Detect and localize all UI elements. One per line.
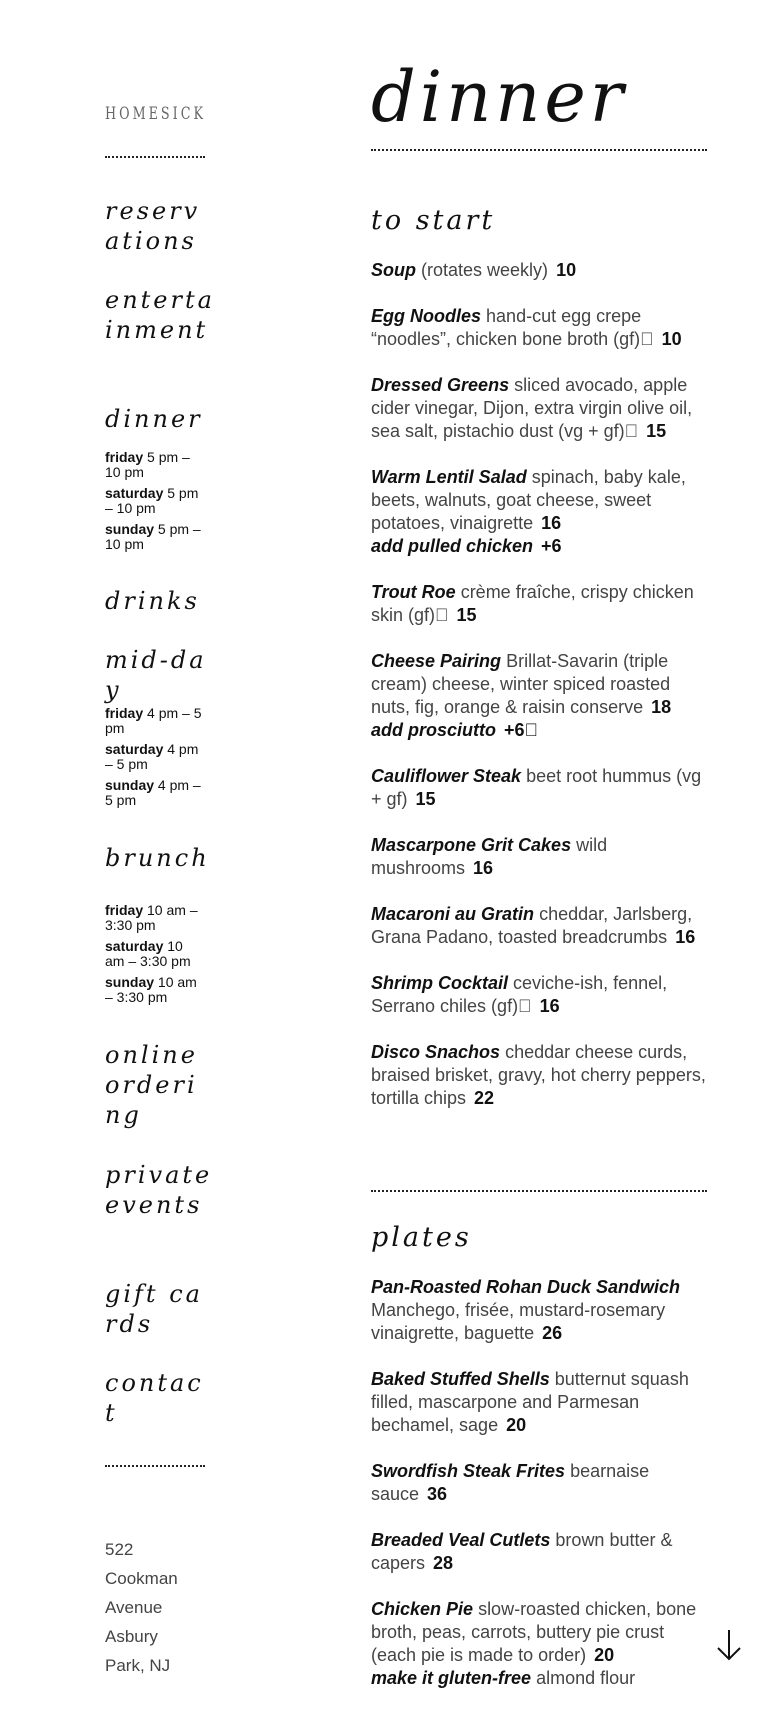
menu-item: Warm Lentil Salad spinach, baby kale, beets, walnuts, goat cheese, sweet potatoes, vinaigrette 16 add pulled chicken +6 bbox=[371, 466, 707, 558]
hours-row: saturday 5 pm – 10 pm bbox=[105, 485, 199, 516]
menu-item: Shrimp Cocktail ceviche-ish, fennel, Serrano chiles (gf)  16 bbox=[371, 973, 668, 1016]
menu-item: Breaded Veal Cutlets brown butter & capers 28 bbox=[371, 1530, 673, 1573]
hours-row: sunday 4 pm – 5 pm bbox=[105, 777, 201, 808]
address-line: 522 bbox=[105, 1540, 134, 1559]
nav-midday[interactable]: mid-day bbox=[105, 646, 207, 704]
menu-item: Baked Stuffed Shells butternut squash filled, mascarpone and Parmesan bechamel, sage 20 bbox=[371, 1369, 689, 1435]
section-title: to start bbox=[371, 205, 496, 236]
site-logo[interactable]: HOMESICK bbox=[105, 104, 206, 124]
menu-item: Cauliflower Steak beet root hummus (vg + gf) 15 bbox=[371, 766, 702, 809]
nav-entertainment[interactable]: entertainment bbox=[105, 286, 215, 344]
title-divider bbox=[371, 149, 707, 151]
menu-item: Soup (rotates weekly) 10 bbox=[371, 260, 577, 280]
hours-row: saturday 10 am – 3:30 pm bbox=[105, 938, 191, 969]
menu-item: Mascarpone Grit Cakes wild mushrooms 16 bbox=[371, 835, 608, 878]
hours-row: saturday 4 pm – 5 pm bbox=[105, 741, 199, 772]
address-line: Park, NJ bbox=[105, 1656, 171, 1675]
nav-brunch[interactable]: brunch bbox=[105, 844, 210, 872]
address bbox=[105, 1535, 205, 1680]
address-line: Avenue bbox=[105, 1598, 163, 1617]
menu-list-plates bbox=[371, 1276, 707, 1713]
page-title: dinner bbox=[371, 56, 628, 138]
section-divider bbox=[371, 1190, 707, 1192]
menu-item: Disco Snachos cheddar cheese curds, braised brisket, gravy, hot cherry peppers, tortilla chips 22 bbox=[371, 1042, 706, 1108]
hours-row: sunday 5 pm – 10 pm bbox=[105, 521, 201, 552]
hours-row: friday 5 pm – 10 pm bbox=[105, 449, 190, 480]
menu-item: Pan-Roasted Rohan Duck Sandwich Manchego, frisée, mustard-rosemary vinaigrette, baguette 26 bbox=[371, 1277, 681, 1343]
arrow-down-icon[interactable] bbox=[716, 1628, 742, 1662]
menu-item: Chicken Pie slow-roasted chicken, bone broth, peas, carrots, buttery pie crust (each pie is made to order) 20 make it gluten-free almond flour bbox=[371, 1598, 707, 1690]
menu-item: Egg Noodles hand-cut egg crepe “noodles”, chicken bone broth (gf)  10 bbox=[371, 306, 682, 349]
menu-addon: make it gluten-free almond flour bbox=[371, 1668, 636, 1688]
nav-gift-cards[interactable]: gift cards bbox=[105, 1280, 203, 1338]
menu-item: Cheese Pairing Brillat-Savarin (triple cream) cheese, winter spiced roasted nuts, fig, orange & raisin conserve 18 add prosciutto +6  bbox=[371, 650, 707, 742]
hours-row: sunday 10 am – 3:30 pm bbox=[105, 974, 197, 1005]
brunch-hours bbox=[105, 903, 205, 1011]
menu-item: Macaroni au Gratin cheddar, Jarlsberg, Grana Padano, toasted breadcrumbs 16 bbox=[371, 904, 696, 947]
sidebar-divider bbox=[105, 1465, 205, 1467]
nav-contact[interactable]: contact bbox=[105, 1369, 204, 1427]
menu-list-to-start bbox=[371, 259, 707, 1133]
menu-addon: add pulled chicken +6 bbox=[371, 536, 562, 556]
menu-item: Dressed Greens sliced avocado, apple cider vinegar, Dijon, extra virgin olive oil, sea salt, pistachio dust (vg + gf)  15 bbox=[371, 375, 693, 441]
address-line: Cookman bbox=[105, 1569, 178, 1588]
address-line: Asbury bbox=[105, 1627, 158, 1646]
hours-row: friday 4 pm – 5 pm bbox=[105, 705, 202, 736]
menu-addon: add prosciutto +6  bbox=[371, 720, 539, 740]
midday-hours bbox=[105, 706, 205, 814]
nav-dinner[interactable]: dinner bbox=[105, 405, 203, 433]
section-title: plates bbox=[371, 1222, 472, 1253]
nav-private-events[interactable]: private events bbox=[105, 1161, 213, 1219]
menu-item: Trout Roe crème fraîche, crispy chicken skin (gf)  15 bbox=[371, 582, 694, 625]
hours-row: friday 10 am – 3:30 pm bbox=[105, 902, 198, 933]
dinner-hours bbox=[105, 450, 205, 558]
sidebar-divider bbox=[105, 156, 205, 158]
nav-reservations[interactable]: reservations bbox=[105, 197, 201, 255]
nav-online-ordering[interactable]: online ordering bbox=[105, 1041, 198, 1129]
nav-drinks[interactable]: drinks bbox=[105, 587, 200, 615]
menu-item: Swordfish Steak Frites bearnaise sauce 36 bbox=[371, 1461, 650, 1504]
